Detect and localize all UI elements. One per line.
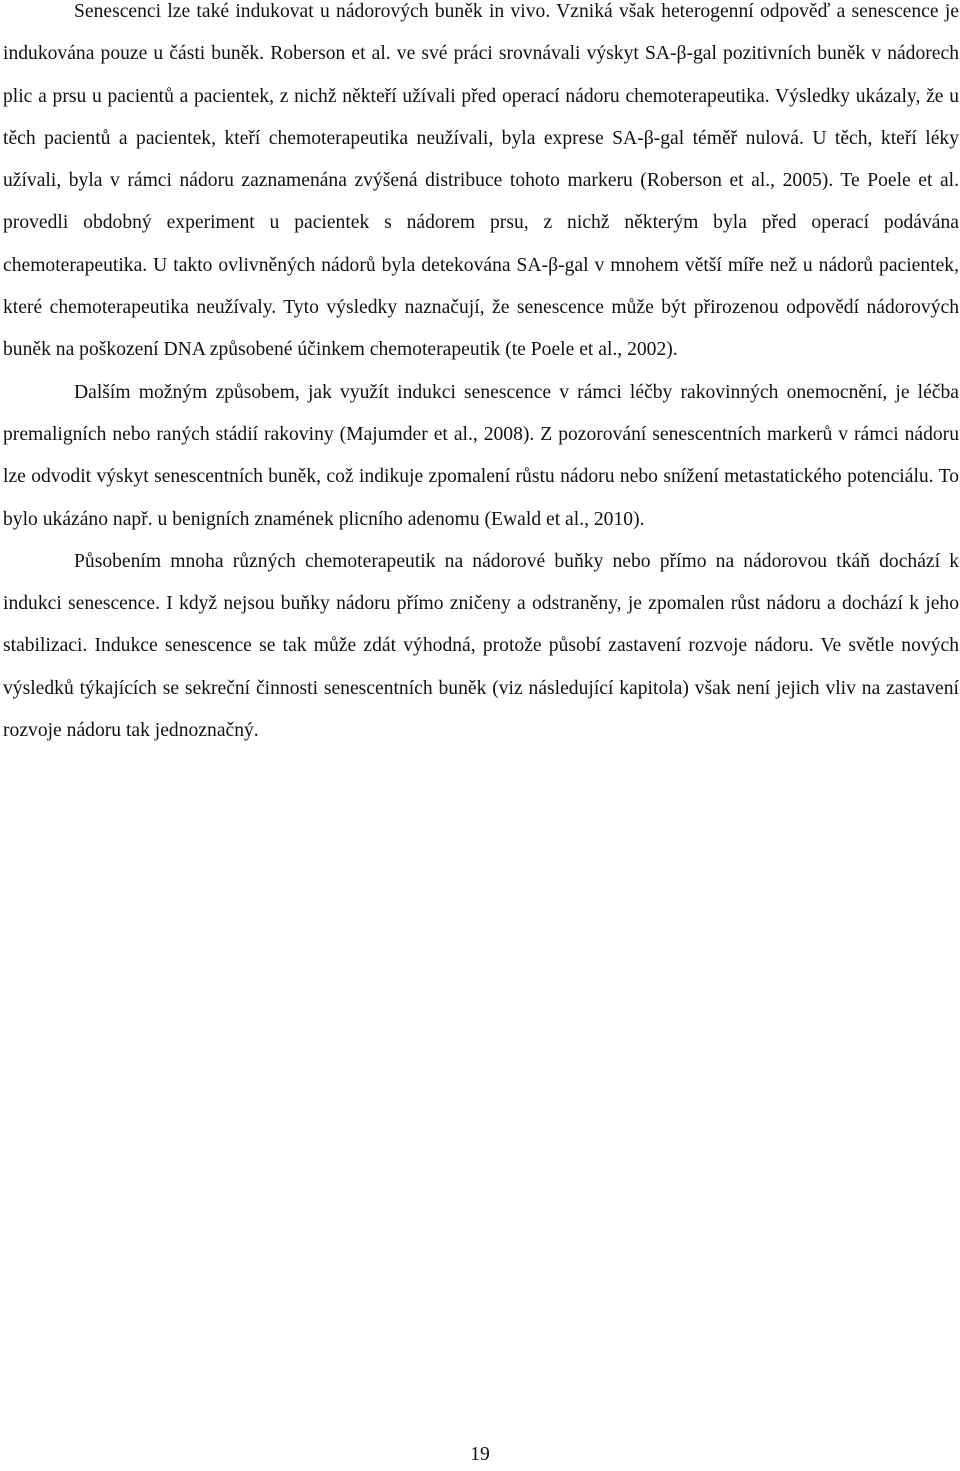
paragraph-2: Dalším možným způsobem, jak využít indukci senescence v rámci léčby rakovinných onemocnění, je léčba premaligních nebo raných stádií rakoviny (Majumder et al., 2008). Z pozorování senescentních markerů v rámci nádoru lze odvodit výskyt senescentních buněk, což indikuje zpomalení růstu nádoru nebo snížení metastatického potenciálu. To bylo ukázáno např. u benigních znamének plicního adenomu (Ewald et al., 2010).: [3, 381, 959, 530]
page-number: 19: [470, 1444, 490, 1465]
paragraph-3: Působením mnoha různých chemoterapeutik na nádorové buňky nebo přímo na nádorovou tkáň dochází k indukci senescence. I když nejsou buňky nádoru přímo zničeny a odstraněny, je zpomalen růst nádoru a dochází k jeho stabilizaci. Indukce senescence se tak může zdát výhodná, protože působí zastavení rozvoje nádoru. Ve světle nových výsledků týkajících se sekreční činnosti senescentních buněk (viz následující kapitola) však není jejich vliv na zastavení rozvoje nádoru tak jednoznačný.: [3, 550, 959, 742]
paragraph-1: Senescenci lze také indukovat u nádorových buněk in vivo. Vzniká však heterogenní odpověď a senescence je indukována pouze u části buněk. Roberson et al. ve své práci srovnávali výskyt SA-β-gal pozitivních buněk v nádorech plic a prsu u pacientů a pacientek, z nichž někteří užívali před operací nádoru chemoterapeutika. Výsledky ukázaly, že u těch pacientů a pacientek, kteří chemoterapeutika neužívali, byla exprese SA-β-gal téměř nulová. U těch, kteří léky užívali, byla v rámci nádoru zaznamenána zvýšená distribuce tohoto markeru (Roberson et al., 2005). Te Poele et al. provedli obdobný experiment u pacientek s nádorem prsu, z nichž některým byla před operací podávána chemoterapeutika. U takto ovlivněných nádorů byla detekována SA-β-gal v mnohem větší míře než u nádorů pacientek, které chemoterapeutika neužívaly. Tyto výsledky naznačují, že senescence může být přirozenou odpovědí nádorových buněk na poškození DNA způsobené účinkem chemoterapeutik (te Poele et al., 2002).: [3, 1, 959, 361]
body-text: [3, 0, 959, 752]
